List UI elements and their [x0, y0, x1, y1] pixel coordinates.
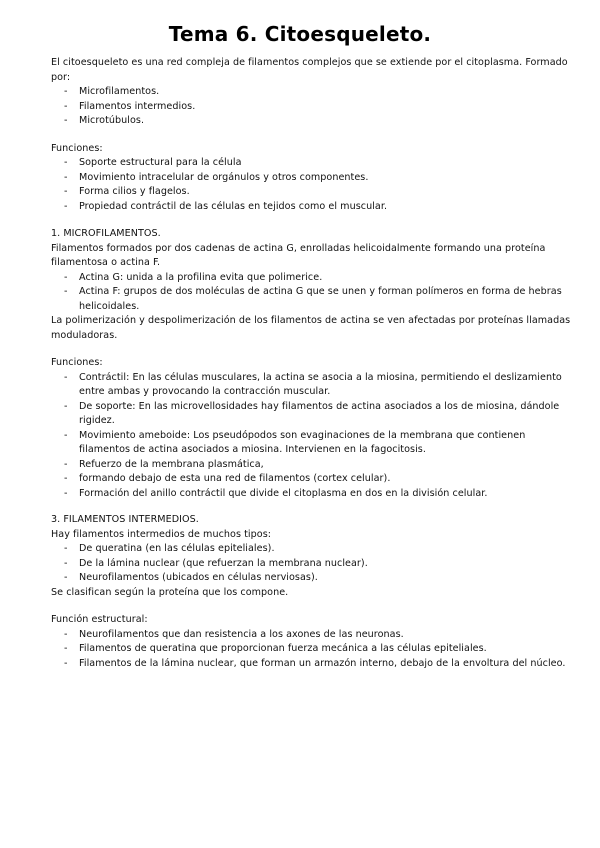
list-item: - Contráctil: En las células musculares, la actina se asocia a la miosina, permitiendo el deslizamiento entre ambas y provocando la contracción muscular.: [64, 371, 562, 397]
list-item: - Filamentos de la lámina nuclear, que forman un armazón interno, debajo de la envoltura del núcleo.: [64, 657, 566, 669]
list-item: - Formación del anillo contráctil que divide el citoplasma en dos en la división celular.: [64, 487, 488, 499]
list-item: - De soporte: En las microvellosidades hay filamentos de actina asociados a los de miosina, dándole rigidez.: [64, 400, 560, 426]
intermedios-heading: 3. FILAMENTOS INTERMEDIOS.: [51, 514, 199, 525]
page-title: Tema 6. Citoesqueleto.: [168, 22, 432, 46]
funcion-estructural-heading: Función estructural:: [51, 614, 148, 625]
funciones2-list: [51, 371, 571, 502]
list-item: - Soporte estructural para la célula: [64, 157, 242, 168]
funcion-estructural-list: [51, 628, 571, 672]
intermedios-paragraph: Hay filamentos intermedios de muchos tipos:: [51, 528, 272, 540]
list-item: - Movimiento ameboide: Los pseudópodos son evaginaciones de la membrana que contienen filamentos de actina asociados a miosina. Intervienen en la fagocitosis.: [64, 429, 526, 455]
intro-paragraph: El citoesqueleto es una red compleja de filamentos complejos que se extiende por el citoplasma. Formado por:: [51, 57, 568, 83]
funciones-list: [51, 156, 571, 214]
list-item: - Filamentos de queratina que proporcionan fuerza mecánica a las células epiteliales.: [64, 643, 487, 654]
polimerizacion-paragraph: La polimerización y despolimerización de los filamentos de actina se ven afectadas por proteínas llamadas moduladoras.: [51, 315, 571, 341]
list-item: - Neurofilamentos (ubicados en células nerviosas).: [64, 572, 318, 583]
document-body: [51, 56, 571, 671]
list-item: - De queratina (en las células epiteliales).: [64, 543, 275, 554]
list-item: - Filamentos intermedios.: [64, 100, 196, 112]
list-item: - formando debajo de esta una red de filamentos (cortex celular).: [64, 473, 391, 484]
clasificacion-paragraph: Se clasifican según la proteína que los compone.: [51, 586, 289, 598]
funciones-heading: Funciones:: [51, 142, 103, 154]
microfilamentos-paragraph: Filamentos formados por dos cadenas de actina G, enrolladas helicoidalmente formando una proteína filamentosa o actina F.: [51, 242, 546, 268]
microfilamentos-heading: 1. MICROFILAMENTOS.: [51, 228, 161, 239]
list-item: - Neurofilamentos que dan resistencia a los axones de las neuronas.: [64, 628, 404, 640]
list-item: - Microtúbulos.: [64, 115, 145, 126]
actina-list: [51, 271, 571, 315]
list-item: - Movimiento intracelular de orgánulos y otros componentes.: [64, 171, 369, 183]
list-item: - De la lámina nuclear (que refuerzan la membrana nuclear).: [64, 557, 368, 569]
list-item: - Propiedad contráctil de las células en tejidos como el muscular.: [64, 200, 388, 212]
list-item: - Forma cilios y flagelos.: [64, 186, 190, 197]
intro-list: [51, 85, 571, 129]
list-item: - Microfilamentos.: [64, 86, 160, 97]
list-item: - Refuerzo de la membrana plasmática,: [64, 458, 264, 470]
intermedios-list: [51, 542, 571, 586]
list-item: - Actina F: grupos de dos moléculas de actina G que se unen y forman polímeros en forma de hebras helicoidales.: [64, 286, 562, 312]
list-item: - Actina G: unida a la profilina evita que polimerice.: [64, 271, 323, 283]
funciones2-heading: Funciones:: [51, 357, 103, 368]
